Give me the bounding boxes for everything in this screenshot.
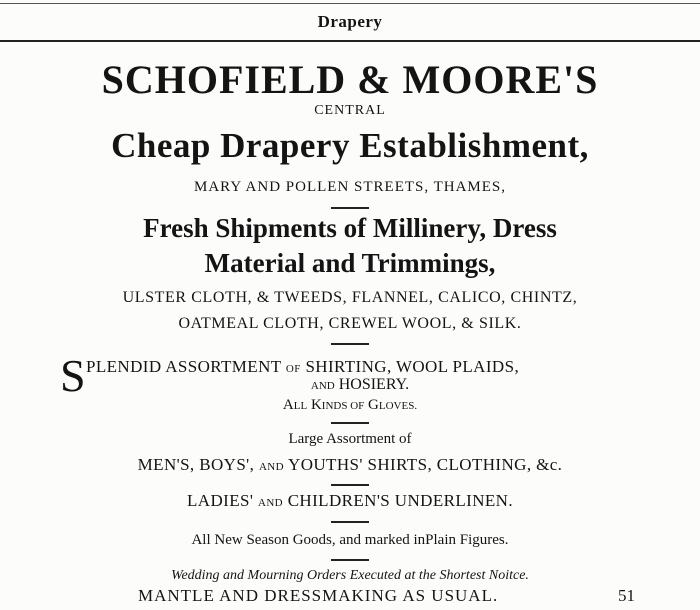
section-header: Drapery [317,12,383,31]
fresh-shipments-line-1: Fresh Shipments of Millinery, Dress [143,213,557,243]
divider-rule [331,484,369,486]
splendid-line-2: AND HOSIERY. [310,376,410,393]
large-assortment-line: Large Assortment of [288,431,412,447]
divider-rule [331,422,369,424]
gloves-line: ALL KINDS OF GLOVES. [282,397,418,413]
firm-name: SCHOFIELD & MOORE'S [101,57,599,102]
establishment-heading: Cheap Drapery Establishment, [111,126,589,165]
divider-rule [331,521,369,523]
dressmaking-line: MANTLE AND DRESSMAKING AS USUAL. [138,586,499,605]
top-border-rule [0,3,700,4]
divider-rule [331,207,369,209]
splendid-line-1: PLENDID ASSORTMENT OF SHIRTING, WOOL PLAIDS, [86,357,520,376]
new-season-line: All New Season Goods, and marked inPlain Figures. [191,532,509,548]
central-label: CENTRAL [314,103,386,118]
divider-rule [331,559,369,561]
cloth-list-line-2: OATMEAL CLOTH, CREWEL WOOL, & SILK. [178,315,522,332]
underlinen-line: LADIES' AND CHILDREN'S UNDERLINEN. [187,491,513,510]
header-rule [0,40,700,42]
cloth-list-line-1: ULSTER CLOTH, & TWEEDS, FLANNEL, CALICO, CHINTZ, [122,289,578,306]
wedding-orders-line: Wedding and Mourning Orders Executed at the Shortest Noitce. [171,568,529,583]
page-number: 51 [618,586,635,605]
drop-cap-letter: S [60,350,86,401]
divider-rule [331,343,369,345]
fresh-shipments-line-2: Material and Trimmings, [204,248,496,278]
address-line: MARY AND POLLEN STREETS, THAMES, [193,179,507,195]
mens-clothing-line: MEN'S, BOYS', AND YOUTHS' SHIRTS, CLOTHING, &c. [137,455,563,474]
